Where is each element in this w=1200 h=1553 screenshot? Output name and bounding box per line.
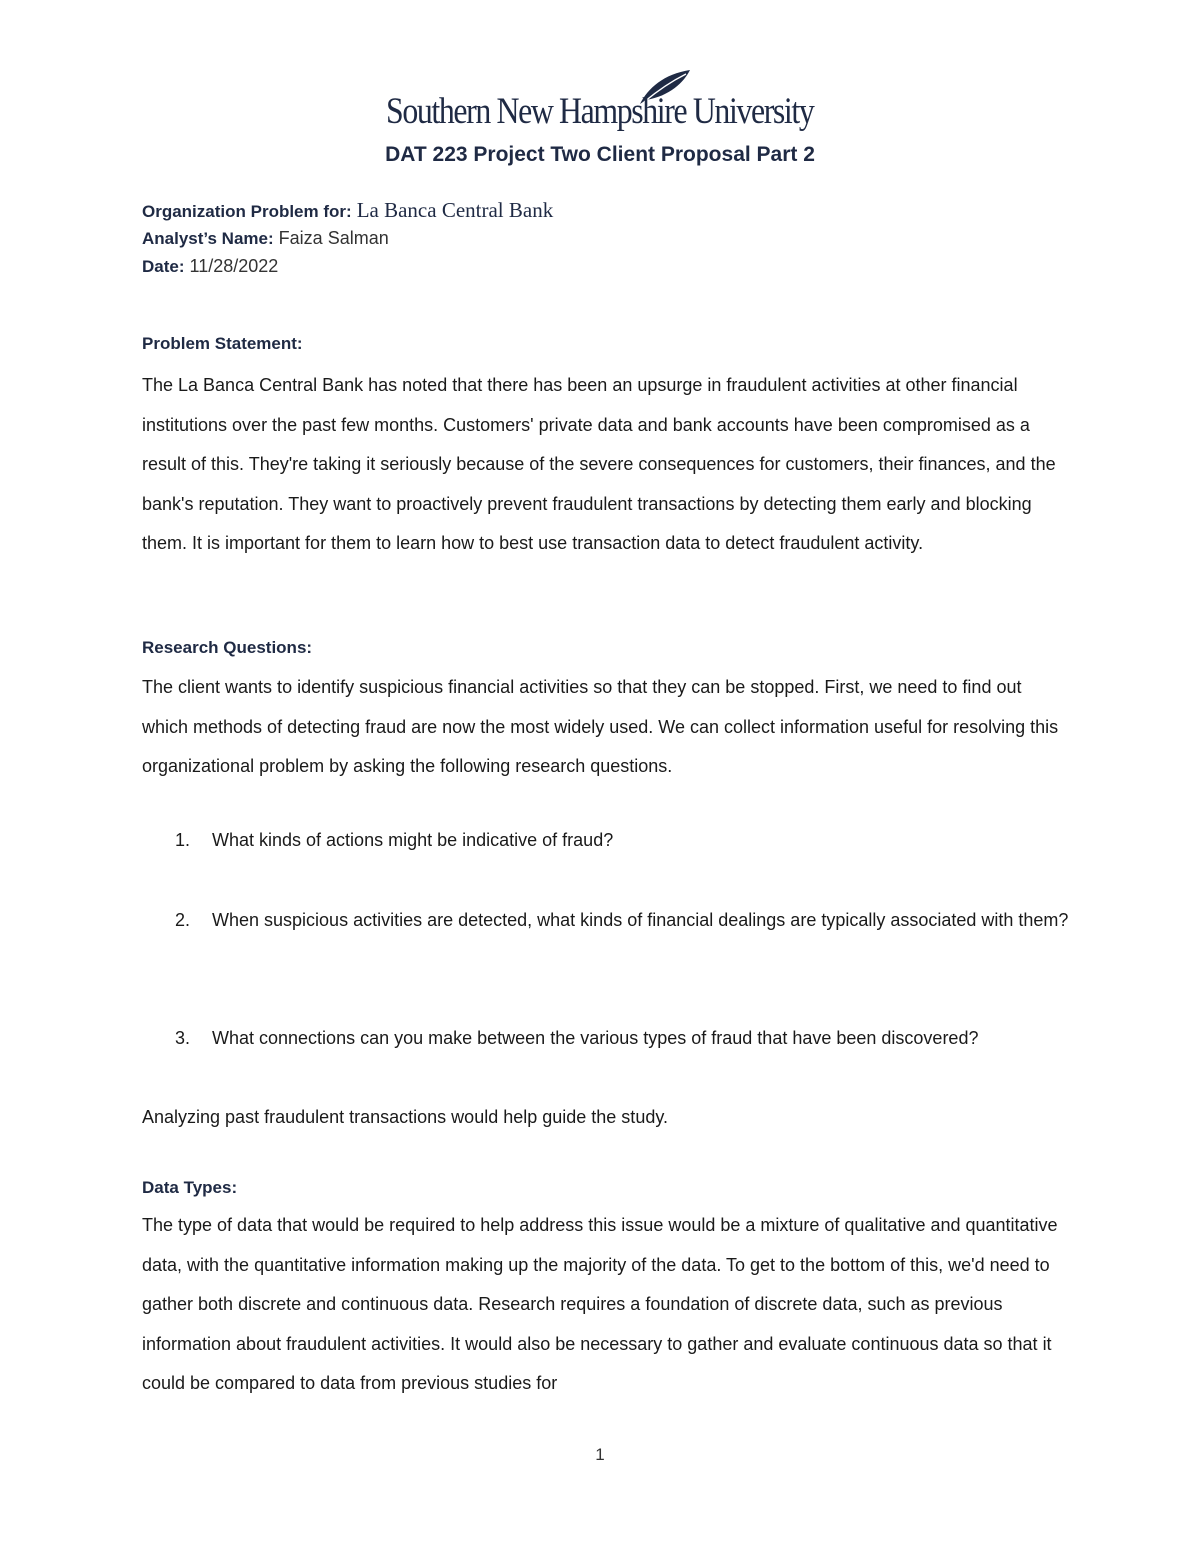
organization-value: La Banca Central Bank <box>356 198 554 222</box>
university-logo <box>386 66 816 138</box>
list-item-text: What kinds of actions might be indicative of fraud? <box>212 830 614 850</box>
date-label: Date: <box>142 257 185 276</box>
date-line <box>142 252 1062 280</box>
analyst-value: Faiza Salman <box>278 228 389 248</box>
analyst-line <box>142 224 1062 252</box>
research-questions-heading: Research Questions: <box>142 638 313 657</box>
list-item <box>142 901 1132 941</box>
data-types-heading: Data Types: <box>142 1178 238 1197</box>
analyst-label: Analyst’s Name: <box>142 229 274 248</box>
document-body <box>142 196 1069 1393</box>
logo-wordmark: Southern New Hampshire University <box>386 91 814 132</box>
research-closing-text: Analyzing past fraudulent transactions would help guide the study. <box>142 1107 668 1127</box>
research-questions-intro: The client wants to identify suspicious financial activities so that they can be stopped. First, we need to find out which methods of detecting fraud are now the most widely used. We can collect information useful for resolving this organizational problem by asking the following research questions. <box>142 677 1059 776</box>
problem-statement-heading: Problem Statement: <box>142 334 303 353</box>
document-title: DAT 223 Project Two Client Proposal Part 2 <box>385 143 815 166</box>
problem-statement-text: The La Banca Central Bank has noted that there has been an upsurge in fraudulent activities at other financial institutions over the past few months. Customers' private data and bank accounts have been compromised as a result of this. They're taking it seriously because of the severe consequences for customers, their finances, and the bank's reputation. They want to proactively prevent fraudulent transactions by detecting them early and blocking them. It is important for them to learn how to best use transaction data to detect fraudulent activity. <box>142 375 1056 553</box>
list-item-number: 3. <box>175 1028 191 1048</box>
list-item-text: What connections can you make between the various types of fraud that have been discovered? <box>212 1028 979 1048</box>
date-value: 11/28/2022 <box>189 256 279 276</box>
organization-label: Organization Problem for: <box>142 202 352 221</box>
list-item-number: 1. <box>175 830 191 850</box>
data-types-text: The type of data that would be required to help address this issue would be a mixture of qualitative and quantitative data, with the quantitative information making up the majority of the data. To get to the bottom of this, we'd need to gather both discrete and continuous data. Research requires a foundation of discrete data, such as previous information about fraudulent activities. It would also be necessary to gather and evaluate continuous data so that it could be compared to data from previous studies for <box>142 1215 1058 1393</box>
list-item <box>142 821 1132 861</box>
list-item-text: When suspicious activities are detected, what kinds of financial dealings are typically associated with them? <box>212 910 1069 930</box>
organization-line <box>142 196 1062 224</box>
page-number: 1 <box>595 1445 605 1464</box>
list-item-number: 2. <box>175 910 191 930</box>
list-item <box>142 1019 1132 1059</box>
